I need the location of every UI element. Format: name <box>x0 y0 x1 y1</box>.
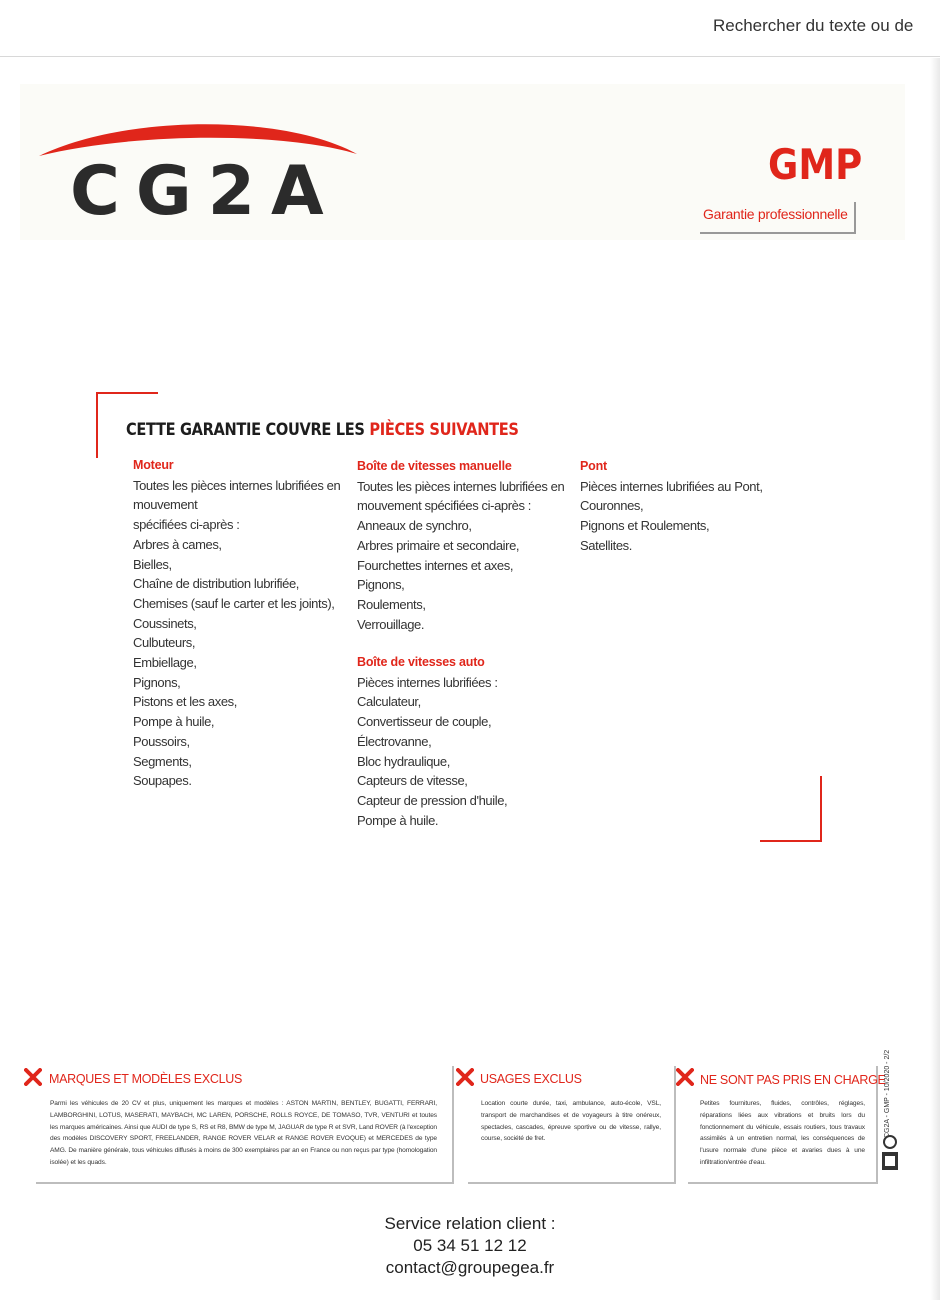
list-item: Toutes les pièces internes lubrifiées en <box>133 477 341 493</box>
moteur-title: Moteur <box>133 458 174 472</box>
cross-icon <box>456 1068 474 1086</box>
list-item: Segments, <box>133 753 192 769</box>
list-item: mouvement spécifiées ci-après : <box>357 498 532 514</box>
corner-bracket-bottom-right <box>760 840 822 842</box>
list-item: Électrovanne, <box>357 733 432 749</box>
list-item: Soupapes. <box>133 773 192 789</box>
recycling-logo-icon <box>878 1132 902 1172</box>
list-item: Pompe à huile, <box>133 714 215 730</box>
list-item: Arbres primaire et secondaire, <box>357 537 520 553</box>
list-item: Pompe à huile. <box>357 812 439 828</box>
list-item: Pignons, <box>357 577 405 593</box>
list-item: Bielles, <box>133 556 172 572</box>
cg2a-logo-text: CG2A <box>70 152 340 231</box>
list-item: Arbres à cames, <box>133 536 222 552</box>
contact-phone: 05 34 51 12 12 <box>413 1236 527 1255</box>
list-item: Pièces internes lubrifiées au Pont, <box>580 478 763 494</box>
list-item: Culbuteurs, <box>133 635 196 651</box>
list-item: Fourchettes internes et axes, <box>357 557 514 573</box>
list-item: Satellites. <box>580 537 632 553</box>
exclusion-text-marques: Parmi les véhicules de 20 CV et plus, uniquement les marques et modèles : ASTON MARTIN, BENTLEY, BUGATTI, FERRARI, LAMBORGHINI, LOTUS, MASERATI, MAYBACH, MC LAREN, PORSCHE, ROLLS ROYCE, DE TOMASO, TVR, VENTURI et toutes les marques américaines. Ainsi que AUDI de type S, RS et R8, BMW de type M, JAGUAR de type R et SVR, Land ROVER (à l'exception des modèles DISCOVERY SPORT, FREELANDER, RANGE ROVER VELAR et RANGE ROVER EVOQUE) et MERCEDES de type AMG. De manière générale, tous véhicules diffusés à moins de 300 exemplaires par an en France ou non reçus par type (homologation isolée) et les quads. <box>50 1100 437 1166</box>
list-item: Capteurs de vitesse, <box>357 773 468 789</box>
exclusion-title-non-pris: NE SONT PAS PRIS EN CHARGE <box>700 1073 886 1087</box>
list-item: spécifiées ci-après : <box>133 517 240 533</box>
list-item: Verrouillage. <box>357 616 425 632</box>
list-item: Bloc hydraulique, <box>357 753 450 769</box>
moteur-column <box>133 456 340 791</box>
boite-auto-title: Boîte de vitesses auto <box>357 655 485 669</box>
coverage-title <box>126 420 519 440</box>
contact-email[interactable]: contact@groupegea.fr <box>385 1258 555 1277</box>
cross-icon <box>676 1068 694 1086</box>
corner-bracket-top-left-vertical <box>96 392 98 458</box>
exclusion-title-marques: MARQUES ET MODÈLES EXCLUS <box>49 1072 243 1086</box>
list-item: Coussinets, <box>133 615 197 631</box>
coverage-title-prefix: CETTE GARANTIE COUVRE LES <box>126 420 365 440</box>
contact-label: Service relation client : <box>384 1214 556 1233</box>
list-item: Couronnes, <box>580 498 644 514</box>
list-item: Calculateur, <box>357 694 421 710</box>
exclusion-text-non-pris: Petites fournitures, fluides, contrôles, réglages, réparations liées aux vibrations et bruits lors du fonctionnement du véhicule, essais routiers, tous travaux assimilés à un entretien normal, les conséquences de l'usure normale d'une pièce et avaries dues à une infiltration/entrée d'eau. <box>700 1100 865 1166</box>
scrollbar-track[interactable] <box>930 58 940 1300</box>
product-name: GMP <box>768 140 863 189</box>
exclusion-text-usages: Location courte durée, taxi, ambulance, auto-école, VSL, transport de marchandises et de voyageurs à titre onéreux, spectacles, cascades, épreuve sportive ou de vitesse, rallye, course, société de fret. <box>481 1100 661 1143</box>
list-item: Toutes les pièces internes lubrifiées en <box>357 478 565 494</box>
boite-manuelle-column <box>357 457 564 634</box>
coverage-title-highlight: PIÈCES SUIVANTES <box>369 420 519 440</box>
pont-title: Pont <box>580 459 607 473</box>
pont-column <box>580 457 763 556</box>
list-item: Pignons, <box>133 674 181 690</box>
list-item: Anneaux de synchro, <box>357 518 472 534</box>
search-field[interactable]: Rechercher du texte ou de <box>713 16 914 35</box>
viewer-toolbar <box>0 0 940 57</box>
document-reference: CG2A - GMP - 10/2020 - 2/2 <box>884 1049 891 1138</box>
boite-auto-column <box>357 653 507 830</box>
list-item: mouvement <box>133 497 198 513</box>
exclusion-title-usages: USAGES EXCLUS <box>480 1072 582 1086</box>
list-item: Poussoirs, <box>133 733 190 749</box>
corner-bracket-top-left <box>96 392 158 394</box>
list-item: Chemises (sauf le carter et les joints), <box>133 595 335 611</box>
list-item: Convertisseur de couple, <box>357 714 492 730</box>
list-item: Pistons et les axes, <box>133 694 237 710</box>
warranty-badge: Garantie professionnelle <box>700 202 856 234</box>
boite-manuelle-title: Boîte de vitesses manuelle <box>357 459 512 473</box>
list-item: Chaîne de distribution lubrifiée, <box>133 576 300 592</box>
corner-bracket-bottom-right-vertical <box>820 776 822 842</box>
cross-icon <box>24 1068 42 1086</box>
list-item: Pièces internes lubrifiées : <box>357 674 498 690</box>
list-item: Pignons et Roulements, <box>580 518 710 534</box>
list-item: Embiellage, <box>133 655 197 671</box>
list-item: Capteur de pression d'huile, <box>357 792 508 808</box>
list-item: Roulements, <box>357 596 426 612</box>
